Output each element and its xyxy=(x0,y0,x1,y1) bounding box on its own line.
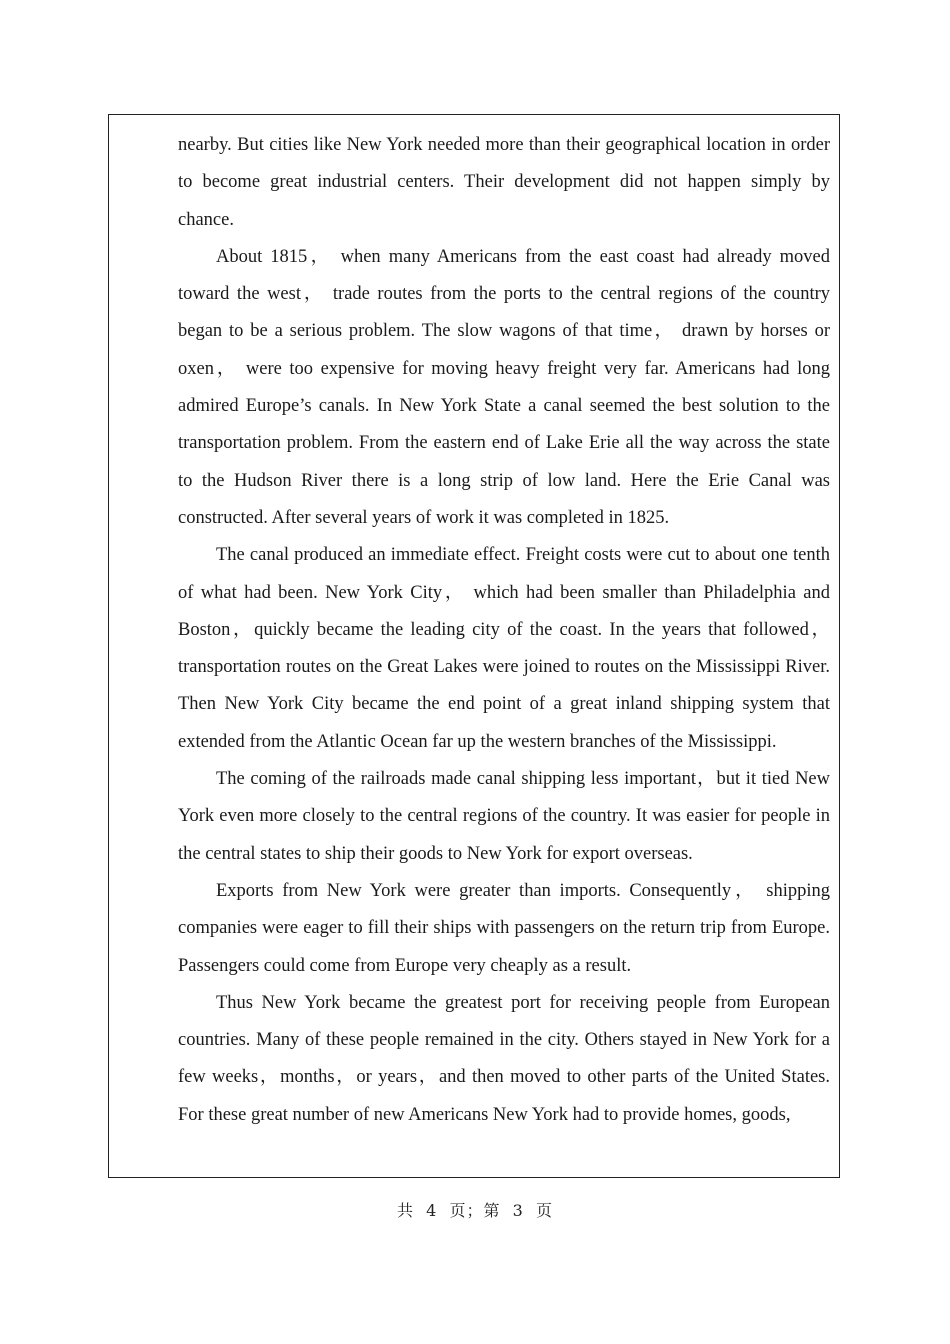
page-number-label: 共 4 页；第 3 页 xyxy=(396,1201,554,1220)
paragraph-5: Exports from New York were greater than imports. Consequently， shipping companies were eager to fill their ships with passengers on the return trip from Europe. Passengers could come from Europe very cheaply as a result. xyxy=(178,880,830,976)
content-frame xyxy=(108,114,840,1178)
paragraph-3: The canal produced an immediate effect. Freight costs were cut to about one tenth of what had been. New York City， which had been smaller than Philadelphia and Boston，quickly became the leading city of the coast. In the years that followed，transportation routes on the Great Lakes were joined to routes on the Mississippi River. Then New York City became the end point of a great inland shipping system that extended from the Atlantic Ocean far up the western branches of the Mississippi. xyxy=(178,545,830,752)
page-footer xyxy=(0,1198,950,1221)
paragraph-2: About 1815， when many Americans from the east coast had already moved toward the west， trade routes from the ports to the central regions of the country began to be a serious problem. The slow wagons of that time， drawn by horses or oxen， were too expensive for moving heavy freight very far. Americans had long admired Europe’s canals. In New York State a canal seemed the best solution to the transportation problem. From the eastern end of Lake Erie all the way across the state to the Hudson River there is a long strip of low land. Here the Erie Canal was constructed. After several years of work it was completed in 1825. xyxy=(178,246,830,528)
paragraph-1: nearby. But cities like New York needed more than their geographical location in order to become great industrial centers. Their development did not happen simply by chance. xyxy=(178,135,830,230)
document-body xyxy=(178,127,830,1134)
paragraph-4: The coming of the railroads made canal shipping less important，but it tied New York even more closely to the central regions of the country. It was easier for people in the central states to ship their goods to New York for export overseas. xyxy=(178,769,830,864)
paragraph-6: Thus New York became the greatest port for receiving people from European countries. Many of these people remained in the city. Others stayed in New York for a few weeks，months，or years，and then moved to other parts of the United States. For these great number of new Americans New York had to provide homes, goods, xyxy=(178,992,830,1125)
